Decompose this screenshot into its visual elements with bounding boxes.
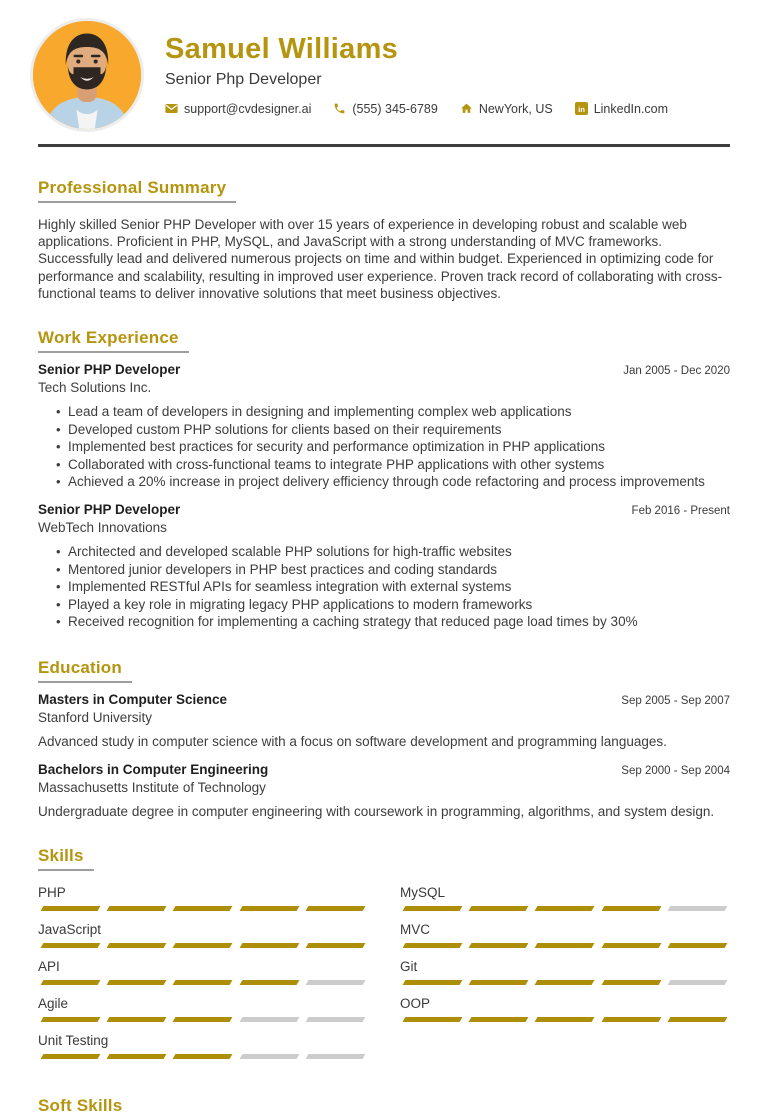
summary-text: Highly skilled Senior PHP Developer with over 15 years of experience in developing robust and scalable web applications. Proficient in PHP, MySQL, and JavaScript with a strong understanding of MVC frameworks. Successfully lead and delivered numerous projects on time and within budget. Experienced in optimizing code for performance and scalability, resulting in improved user experience. Proven track record of collaborating with cross-functional teams to deliver innovative solutions that meet business objectives. [38,217,723,301]
job-bullet: • Developed custom PHP solutions for clients based on their requirements [38,421,730,439]
job-entry-head [38,502,730,517]
job-bullet: • Achieved a 20% increase in project delivery efficiency through code refactoring and process improvements [38,473,730,491]
education-entry-head [38,692,730,707]
skills-grid [38,884,730,1069]
skill-segment-filled [173,943,233,948]
skill-segment-filled [173,980,233,985]
skill-segment-filled [41,943,101,948]
skill-level-bar [38,1017,368,1022]
skill-segment-filled [601,1017,661,1022]
contact-row [165,102,690,116]
skill-segment-filled [239,943,299,948]
jobs [38,362,730,631]
education-school: Massachusetts Institute of Technology [38,779,266,795]
job-bullet: • Received recognition for implementing a caching strategy that reduced page load times by 30% [38,613,730,631]
skill-segment-filled [107,943,167,948]
education-date: Sep 2000 - Sep 2004 [621,764,730,777]
skill-segment-filled [239,980,299,985]
skill-level-bar [400,980,730,985]
skill-segment-filled [535,943,595,948]
skill-segment-filled [535,906,595,911]
skill-name: API [38,958,60,974]
skill-name: Git [400,958,418,974]
job-bullet: • Architected and developed scalable PHP solutions for high-traffic websites [38,543,730,561]
skill-segment-filled [469,1017,529,1022]
job-bullet: • Implemented best practices for security and performance optimization in PHP applications [38,438,730,456]
section-education [38,642,730,819]
skill-name: Unit Testing [38,1032,109,1048]
home-icon [460,102,473,115]
education-description: Advanced study in computer science with a focus on software development and programming languages. [38,733,667,749]
skill-segment-filled [601,943,661,948]
skill-name: JavaScript [38,921,102,937]
skill-segment-filled [403,906,463,911]
job-bullet: • Implemented RESTful APIs for seamless integration with external systems [38,578,730,596]
skill-level-bar [400,1017,730,1022]
education-title: Masters in Computer Science [38,691,228,707]
job-entry [38,502,730,631]
skill-segment-filled [535,1017,595,1022]
skill-segment-empty [305,980,365,985]
job-bullet: • Collaborated with cross-functional teams to integrate PHP applications with other systems [38,456,730,474]
skill-level-bar [38,1054,368,1059]
skill-segment-filled [173,1054,233,1059]
skill-segment-filled [667,943,727,948]
skill-segment-filled [107,980,167,985]
summary-heading: Professional Summary [38,178,236,203]
section-professional-summary [38,147,730,302]
skill-segment-filled [107,906,167,911]
skill-item [400,995,730,1022]
section-soft-skills [38,1069,730,1119]
skill-segment-filled [469,906,529,911]
linkedin-icon [575,102,588,115]
svg-text:in: in [577,104,585,114]
skill-segment-empty [667,906,727,911]
contact-phone-text: (555) 345-6789 [352,101,438,116]
skill-level-bar [38,980,368,985]
skill-level-bar [400,906,730,911]
skill-item [38,1032,368,1059]
skill-name: Agile [38,995,69,1011]
job-bullet: • Mentored junior developers in PHP best practices and coding standards [38,561,730,579]
candidate-name: Samuel Williams [165,33,399,66]
job-title: Senior PHP Developer [38,362,181,378]
job-date: Feb 2016 - Present [631,504,730,517]
skill-segment-empty [667,980,727,985]
skill-item [38,921,368,948]
job-entry-head [38,362,730,377]
skill-item [38,995,368,1022]
skill-item [400,884,730,911]
skill-segment-filled [41,906,101,911]
contact-phone[interactable] [333,102,437,116]
section-work-experience [38,302,730,631]
skill-segment-filled [41,1054,101,1059]
skill-segment-filled [173,1017,233,1022]
skill-name: OOP [400,995,431,1011]
job-entry [38,362,730,491]
job-title: Senior PHP Developer [38,501,181,517]
skill-segment-filled [403,980,463,985]
job-bullets [38,403,730,491]
contact-email-text: support@cvdesigner.ai [184,101,312,116]
skill-item [400,958,730,985]
profile-photo [30,18,144,132]
contact-location-text: NewYork, US [478,101,553,116]
skill-segment-filled [469,980,529,985]
job-bullet: • Played a key role in migrating legacy PHP applications to modern frameworks [38,596,730,614]
soft-skills-heading: Soft Skills [38,1095,123,1115]
education-entry [38,692,730,749]
skill-item [38,958,368,985]
resume-header [38,0,730,132]
skill-name: PHP [38,884,66,900]
education-items [38,692,730,819]
skill-segment-filled [601,980,661,985]
avatar-illustration [33,21,141,129]
education-entry-head [38,762,730,777]
skill-level-bar [38,906,368,911]
skill-segment-filled [403,1017,463,1022]
skill-segment-filled [469,943,529,948]
skill-item [38,884,368,911]
education-title: Bachelors in Computer Engineering [38,761,269,777]
candidate-job-title: Senior Php Developer [165,70,322,88]
skill-item [400,921,730,948]
education-date: Sep 2005 - Sep 2007 [621,694,730,707]
skill-segment-empty [239,1017,299,1022]
email-icon [165,102,178,115]
skill-level-bar [400,943,730,948]
skill-segment-filled [41,1017,101,1022]
section-skills [38,832,730,1069]
experience-heading: Work Experience [38,328,189,353]
skill-name: MVC [400,921,430,937]
contact-linkedin[interactable] [575,102,668,116]
skill-segment-empty [305,1017,365,1022]
skill-segment-filled [41,980,101,985]
job-company: Tech Solutions Inc. [38,380,152,396]
skill-segment-filled [239,906,299,911]
job-bullet: • Lead a team of developers in designing and implementing complex web applications [38,403,730,421]
skill-name: MySQL [400,884,446,900]
skill-segment-filled [667,1017,727,1022]
education-school: Stanford University [38,709,153,725]
skill-segment-filled [403,943,463,948]
skill-segment-filled [601,906,661,911]
skill-segment-filled [107,1054,167,1059]
skill-segment-empty [305,1054,365,1059]
skill-level-bar [38,943,368,948]
skill-segment-filled [535,980,595,985]
contact-linkedin-text: LinkedIn.com [593,101,669,116]
skill-segment-filled [107,1017,167,1022]
education-entry [38,762,730,819]
job-date: Jan 2005 - Dec 2020 [623,365,730,378]
contact-email[interactable] [165,102,311,116]
skill-segment-filled [305,943,365,948]
phone-icon [333,102,346,115]
skill-segment-empty [239,1054,299,1059]
contact-location[interactable] [460,102,553,116]
skills-heading: Skills [38,846,94,871]
skill-segment-filled [173,906,233,911]
skill-segment-filled [305,906,365,911]
header-text [165,34,690,115]
job-company: WebTech Innovations [38,519,167,535]
education-description: Undergraduate degree in computer engineering with coursework in programming, algorithms, and system design. [38,803,715,819]
job-bullets [38,543,730,631]
education-heading: Education [38,658,132,683]
